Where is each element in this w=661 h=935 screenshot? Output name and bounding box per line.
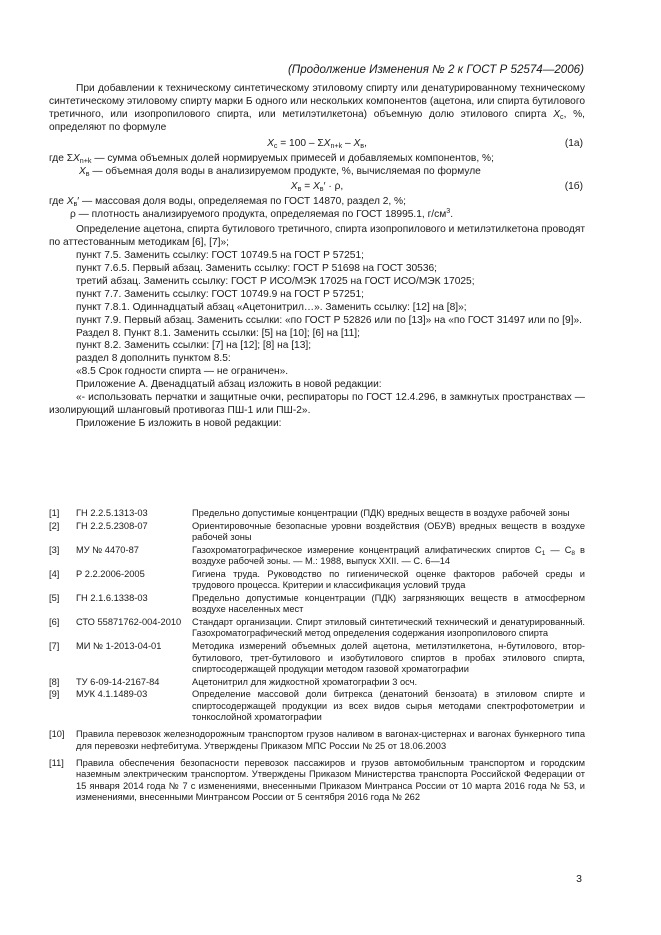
symbol-x: X xyxy=(553,108,560,120)
page-header: (Продолжение Изменения № 2 к ГОСТ Р 52574—2006) xyxy=(287,63,584,76)
body-line: пункт 7.8.1. Одиннадцатый абзац «Ацетонитрил…». Заменить ссылку: [12] на [8]»; xyxy=(76,301,467,313)
reference-item: [1] ГН 2.2.5.1313-03 Предельно допустимые концентрации (ПДК) вредных веществ в воздухе рабочей зоны xyxy=(49,508,570,518)
body-line: Раздел 8. Пункт 8.1. Заменить ссылки: [5] на [10]; [6] на [11]; xyxy=(76,327,360,339)
body-line: Определение ацетона, спирта бутилового третичного, спирта изопропилового и метилэтилкетона проводят по аттестованным методикам [6], [7]»; xyxy=(49,224,585,249)
page-number: 3 xyxy=(576,873,582,885)
formula-1a: $X_c = 100 - \Sigma X_{n+k} - X_в$, (1а) xyxy=(267,137,583,150)
formula-number: (1а) xyxy=(564,137,583,149)
intro-text: При добавлении к техническому синтетическому этиловому спирту или денатурированному техническому синтетическому этиловому спирту марки Б одного или нескольких компонентов (ацетона, или спирта бутилового третичного, или изопропилового спирта, или метилэтилкетона) объемную долю этилового спирта xyxy=(49,83,585,120)
document-body xyxy=(49,83,585,431)
body-line: «8.5 Срок годности спирта — не ограничен». xyxy=(76,366,289,378)
where-3: где $X_в'$ — массовая доля воды, определяемая по ГОСТ 14870, раздел 2, %; xyxy=(49,196,406,209)
body-line: Приложение Б изложить в новой редакции: xyxy=(76,417,282,429)
body-line: пункт 7.5. Заменить ссылку: ГОСТ 10749.5 на ГОСТ Р 57251; xyxy=(76,250,364,262)
reference-item: [3] МУ № 4470-87 Газохроматографическое измерение концентраций алифатических спиртов $С_1$ — $С_8$ в воздухе рабочей зоны. — М.: 1988, выпуск XXII. — С. 6—14 xyxy=(49,544,585,567)
intro-paragraph xyxy=(49,83,585,135)
body-line: третий абзац. Заменить ссылку: ГОСТ Р ИСО/МЭК 17025 на ГОСТ ИСО/МЭК 17025; xyxy=(76,275,475,287)
where-2: $X_в$ — объемная доля воды в анализируемом продукте, %, вычисляемая по формуле xyxy=(79,165,481,178)
formula-number: (1б) xyxy=(564,181,583,193)
intro-end: , %, определяют по формуле xyxy=(49,108,585,133)
body-line: пункт 8.2. Заменить ссылки: [7] на [12]; [8] на [13]; xyxy=(76,340,312,352)
reference-item: [5] ГН 2.1.6.1338-03 Предельно допустимые концентрации (ПДК) загрязняющих веществ в атмосферном воздухе населенных мест xyxy=(49,593,585,615)
symbol-x: X xyxy=(267,137,274,149)
symbol-sub: c xyxy=(560,112,564,121)
reference-item: [9] МУК 4.1.1489-03 Определение массовой доли битрекса (денатоний бензоата) в этиловом спирте и спиртосодержащей продукции из всех видов сырья методами спектрофотометрии и тонкослойной хроматографии xyxy=(49,689,585,723)
reference-item: [4] Р 2.2.2006-2005 Гигиена труда. Руководство по гигиенической оценке факторов рабочей среды и трудового процесса. Критерии и классификация условий труда xyxy=(49,568,585,591)
body-line: пункт 7.7. Заменить ссылку: ГОСТ 10749.9 на ГОСТ Р 57251; xyxy=(76,288,364,300)
reference-item: [6] СТО 55871762-004-2010 Стандарт организации. Спирт этиловый синтетический технический и денатурированный. Газохроматографический метод определения содержания изопропилового спирта xyxy=(49,617,585,639)
reference-item: [10] Правила перевозок железнодорожным транспортом грузов наливом в вагонах-цистернах и вагонах бункерного типа для перевозки нефтебитума. Утверждены Приказом МПС России № 25 от 18.06.2003 xyxy=(49,729,585,751)
body-line: «- использовать перчатки и защитные очки, респираторы по ГОСТ 12.4.296, в замкнутых пространствах — изолирующий шланговый противогаз ПШ-1 или ПШ-2». xyxy=(49,392,585,416)
formula-1b: $X_в = X_в' \cdot \rho$, (1б) xyxy=(290,181,583,194)
body-line: Приложение А. Двенадцатый абзац изложить в новой редакции: xyxy=(76,379,382,391)
reference-item: [7] МИ № 1-2013-04-01 Методика измерений объемных долей ацетона, метилэтилкетона, н-бутилового, втор-бутилового, трет-бутилового и изобутилового спиртов в пробах этилового спирта, спиртосодержащей продукции методом газовой хроматографии xyxy=(49,641,585,674)
bibliography xyxy=(49,508,585,805)
reference-item: [11] Правила обеспечения безопасности перевозок пассажиров и грузов автомобильным транспортом и городским наземным электрическим транспортом. Утверждены Приказом Министерства транспорта Российской Федерации от 15 января 2014 года № 7 с изменениями, внесенными Приказом Минтранса России от 10 марта 2016 года № 53, и изменениями, внесенными Минтрансом России от 5 сентября 2016 года № 262 xyxy=(49,757,585,802)
reference-item: [8] ТУ 6-09-14-2167-84 Ацетонитрил для жидкостной хроматографии 3 осч. xyxy=(49,676,418,687)
where-1: где $\Sigma X_{n+k}$ — сумма объемных долей нормируемых примесей и добавляемых компонентов, %; xyxy=(49,152,494,165)
body-line: пункт 7.9. Первый абзац. Заменить ссылки: «по ГОСТ Р 52826 или по [13]» на «по ГОСТ 31497 или по [9]». xyxy=(76,314,582,326)
where-4: ρ — плотность анализируемого продукта, определяемая по ГОСТ 18995.1, $г/см^3$. xyxy=(70,207,454,221)
reference-item: [2] ГН 2.2.5.2308-07 Ориентировочные безопасные уровни воздействия (ОБУВ) вредных веществ в воздухе рабочей зоны xyxy=(49,520,585,543)
body-line: раздел 8 дополнить пунктом 8.5: xyxy=(76,353,231,365)
body-line: пункт 7.6.5. Первый абзац. Заменить ссылку: ГОСТ Р 51698 на ГОСТ 30536; xyxy=(76,262,437,274)
